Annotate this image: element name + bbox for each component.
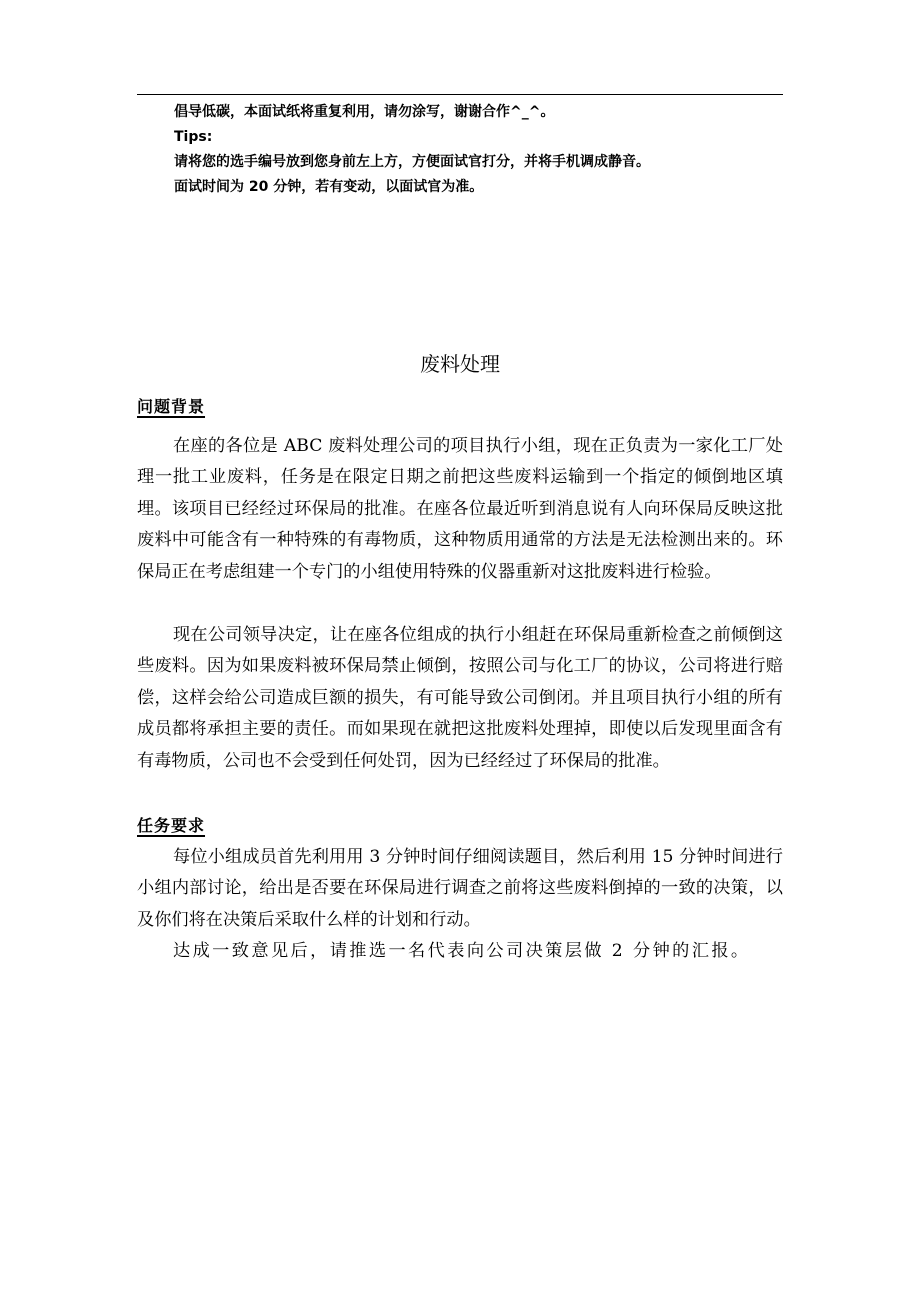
notice-block xyxy=(174,100,774,200)
notice-seat-number: 请将您的选手编号放到您身前左上方，方便面试官打分，并将手机调成静音。 xyxy=(174,154,650,170)
background-paragraph-1: 在座的各位是 ABC 废料处理公司的项目执行小组，现在正负责为一家化工厂处理一批工业废料，任务是在限定日期之前把这些废料运输到一个指定的倾倒地区填埋。该项目已经经过环保局的批准。在座各位最近听到消息说有人向环保局反映这批废料中可能含有一种特殊的有毒物质，这种物质用通常的方法是无法检测出来的。环保局正在考虑组建一个专门的小组使用特殊的仪器重新对这批废料进行检验。 xyxy=(137,436,783,582)
task-paragraph-1: 每位小组成员首先利用用 3 分钟时间仔细阅读题目，然后利用 15 分钟时间进行小组内部讨论，给出是否要在环保局进行调查之前将这些废料倒掉的一致的决策，以及你们将在决策后采取什么样的计划和行动。 xyxy=(137,847,783,930)
notice-time-limit: 面试时间为 20 分钟，若有变动，以面试官为准。 xyxy=(174,179,484,195)
header-rule xyxy=(137,94,783,95)
notice-low-carbon: 倡导低碳，本面试纸将重复利用，请勿涂写，谢谢合作^_^。 xyxy=(174,104,555,120)
section-heading-task: 任务要求 xyxy=(137,816,206,835)
section-heading-background: 问题背景 xyxy=(137,397,206,416)
background-paragraph-2: 现在公司领导决定，让在座各位组成的执行小组赶在环保局重新检查之前倾倒这些废料。因为如果废料被环保局禁止倾倒，按照公司与化工厂的协议，公司将进行赔偿，这样会给公司造成巨额的损失，有可能导致公司倒闭。并且项目执行小组的所有成员都将承担主要的责任。而如果现在就把这批废料处理掉，即使以后发现里面含有有毒物质，公司也不会受到任何处罚，因为已经经过了环保局的批准。 xyxy=(137,625,783,771)
document-title: 废料处理 xyxy=(420,352,500,376)
task-paragraph-2: 达成一致意见后，请推选一名代表向公司决策层做 2 分钟的汇报。 xyxy=(173,941,751,961)
notice-tips-label: Tips: xyxy=(174,129,213,145)
